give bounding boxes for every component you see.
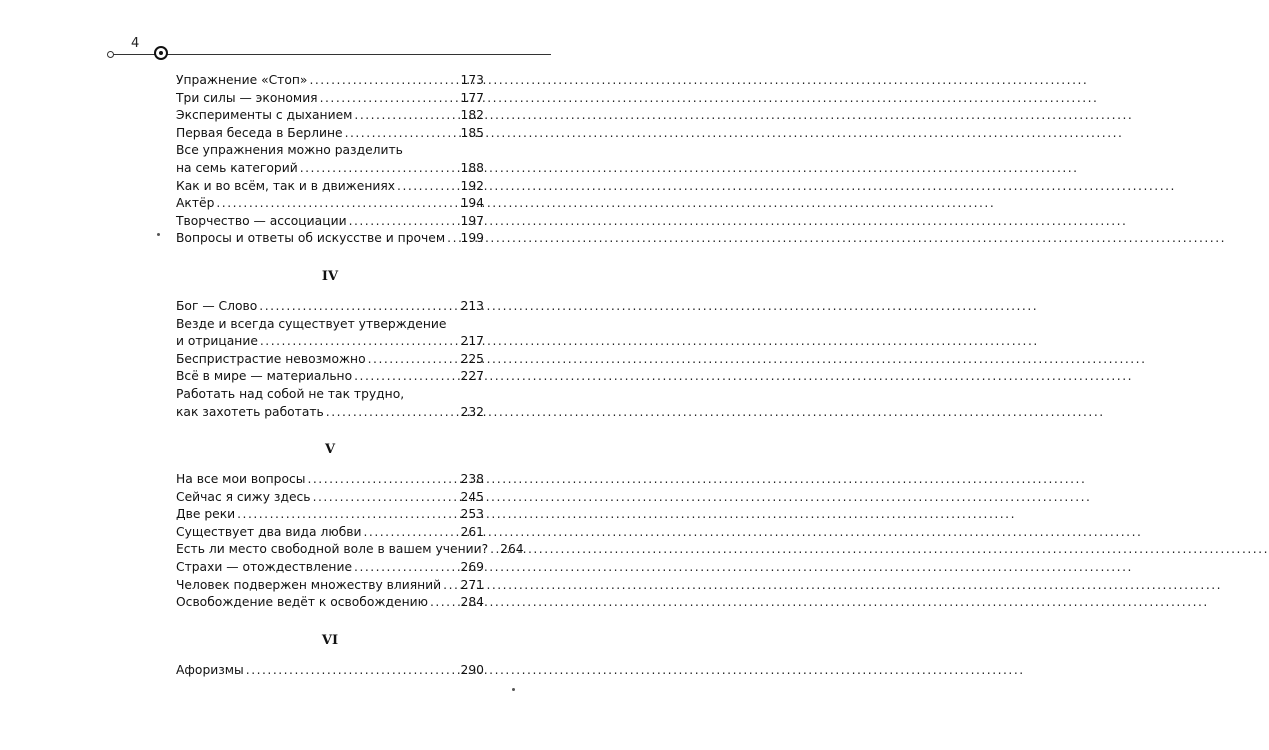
entry-row [176,368,484,386]
toc-entry[interactable] [176,368,484,386]
dot-leader [326,404,459,422]
entry-row [176,662,484,680]
entry-row [176,230,484,248]
entry-page-number: 225 [460,351,484,366]
entry-page-number: 197 [460,213,484,228]
dot-leader [246,662,459,680]
dot-leader [216,195,458,213]
entry-page-number: 271 [460,577,484,592]
entry-page-number: 173 [460,73,484,87]
entry-title: Страхи — отождествление [176,560,353,575]
toc-entry[interactable] [176,178,484,196]
toc-section [176,72,484,248]
entry-title: Упражнение «Стоп» [176,73,308,87]
table-of-contents [176,72,524,679]
entry-row [176,213,484,231]
entry-page-number: 261 [460,524,484,539]
entry-page-number: 188 [460,160,484,175]
entry-title: Творчество — ассоциации [176,213,347,228]
entry-row [176,559,484,577]
header-rule [110,54,551,55]
entry-row [176,125,484,143]
toc-section [176,266,484,421]
toc-entry[interactable] [176,316,484,351]
toc-entry[interactable] [176,524,484,542]
entry-page-number: 245 [460,489,484,504]
entry-title: Вопросы и ответы об искусстве и прочем [176,231,446,246]
entry-page-number: 238 [460,472,484,487]
page-number: 4 [131,36,140,51]
entry-title: как захотеть работать [176,404,324,419]
dot-leader [309,72,458,90]
dot-leader [490,541,498,559]
entry-title: На все мои вопросы [176,472,306,487]
toc-entry[interactable] [176,230,484,248]
dot-leader [259,298,458,316]
entry-row [176,524,484,542]
entry-page-number: 213 [460,298,484,313]
entry-page-number: 194 [460,196,484,211]
entry-row [176,541,524,559]
entry-row [176,489,484,507]
toc-entry[interactable] [176,541,524,559]
entry-title: Есть ли место свободной воле в вашем учении? [176,542,489,557]
entry-title: Две реки [176,507,236,522]
dot-leader [349,213,459,231]
entry-title: Первая беседа в Берлине [176,125,343,140]
entry-row [176,178,484,196]
dot-leader [354,368,458,386]
toc-section [176,439,524,612]
entry-title: Эксперименты с дыханием [176,108,353,123]
dot-leader [364,524,459,542]
toc-entry[interactable] [176,506,484,524]
entry-title: Бог — Слово [176,298,258,313]
entry-page-number: 290 [460,662,484,677]
section-heading: VI [321,632,339,648]
entry-row [176,333,484,351]
entry-page-number: 269 [460,560,484,575]
entry-row [176,195,484,213]
entry-page-number: 264 [500,542,524,557]
dot-leader [260,333,459,351]
toc-entry[interactable] [176,386,484,421]
entry-title: Афоризмы [176,662,244,677]
entry-title-line: Везде и всегда существует утверждение [176,316,447,331]
dot-leader [354,107,458,125]
entry-page-number: 192 [460,178,484,193]
toc-entry[interactable] [176,662,484,680]
dot-leader [430,594,459,612]
entry-title: Сейчас я сижу здесь [176,489,311,504]
entry-title: Существует два вида любви [176,524,362,539]
entry-row [176,298,484,316]
page-header [0,0,600,70]
entry-row [176,471,484,489]
dot-leader [237,506,458,524]
section-heading: V [324,442,336,458]
toc-section [176,630,484,680]
dot-leader [313,489,459,507]
entry-page-number: 227 [460,369,484,384]
toc-entry[interactable] [176,125,484,143]
entry-title: Актёр [176,196,215,211]
circle-ornament-icon [154,46,168,60]
entry-row [176,506,484,524]
entry-page-number: 177 [460,90,484,105]
toc-entry[interactable] [176,107,484,125]
dot-leader [345,125,459,143]
toc-entry[interactable] [176,142,484,177]
paper-speck [512,688,515,691]
paper-speck [157,233,160,236]
toc-entry[interactable] [176,90,484,108]
entry-row [176,594,484,612]
toc-entry[interactable] [176,559,484,577]
dot-leader [320,90,459,108]
dot-leader [307,471,458,489]
entry-title: Три силы — экономия [176,90,318,105]
toc-entry[interactable] [176,489,484,507]
toc-entry[interactable] [176,213,484,231]
dot-leader [354,559,458,577]
entry-title: Всё в мире — материально [176,369,353,384]
entry-row [176,72,484,90]
dot-leader [368,351,459,369]
toc-entry[interactable] [176,195,484,213]
entry-page-number: 185 [460,125,484,140]
dot-leader [443,577,458,595]
entry-page-number: 199 [460,231,484,246]
toc-entry[interactable] [176,471,484,489]
entry-row [176,351,484,369]
entry-row [176,90,484,108]
small-circle-ornament-icon [107,51,114,58]
entry-title-line: Все упражнения можно разделить [176,143,403,158]
entry-row [176,107,484,125]
entry-title: Человек подвержен множеству влияний [176,577,442,592]
entry-title: на семь категорий [176,160,298,175]
entry-title: и отрицание [176,334,258,349]
entry-title-line: Работать над собой не так трудно, [176,386,405,401]
entry-title: Как и во всём, так и в движениях [176,178,396,193]
toc-entry[interactable] [176,72,484,90]
toc-entry[interactable] [176,298,484,316]
entry-page-number: 182 [460,108,484,123]
toc-entry[interactable] [176,594,484,612]
entry-row [176,160,484,178]
entry-page-number: 284 [460,595,484,610]
dot-leader [300,160,459,178]
dot-leader [397,178,458,196]
entry-title: Освобождение ведёт к освобождению [176,595,428,610]
entry-title: Беспристрастие невозможно [176,351,366,366]
toc-entry[interactable] [176,351,484,369]
entry-page-number: 217 [460,334,484,349]
entry-row [176,404,484,422]
section-heading: IV [321,268,339,284]
toc-entry[interactable] [176,577,484,595]
entry-page-number: 253 [460,507,484,522]
entry-row [176,577,484,595]
entry-page-number: 232 [460,404,484,419]
dot-leader [447,230,458,248]
